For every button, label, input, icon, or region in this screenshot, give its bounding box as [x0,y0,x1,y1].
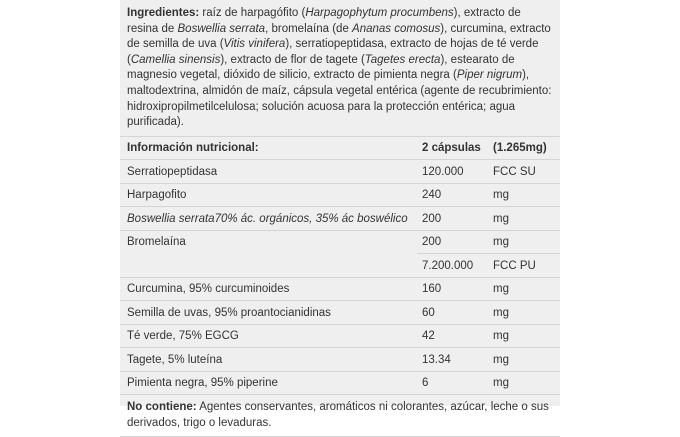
ingredient-scientific-name: Harpagophytum procumbens [305,7,454,19]
not-contains-label: No contiene: [127,401,197,414]
nutrition-row [120,324,560,348]
nutrient-amount: 13.34 [417,348,487,372]
nutrient-unit: mg [487,207,560,231]
nutrient-unit: mg [487,277,560,301]
nutrient-unit: mg [487,348,560,372]
nutrient-amount: 200 [417,230,487,254]
ingredient-text-segment: ), extracto de resina de [127,7,521,35]
nutrient-amount: 200 [417,207,487,231]
nutrition-row [120,230,560,254]
nutrient-name: Semilla de uvas, 95% proantocianidinas [120,301,417,325]
nutrient-unit: FCC PU [487,254,560,278]
nutrient-unit: mg [487,230,560,254]
nutrient-name: Boswellia serrata70% ác. orgánicos, 35% ác boswélico [120,207,417,231]
ingredient-text-segment: , bromelaína (de [265,22,353,35]
ingredients-text [127,7,551,128]
nutrition-header-weight: (1.265mg) [487,137,560,160]
nutrient-name: Curcumina, 95% curcuminoides [120,277,417,301]
ingredient-text-segment: ), extracto de flor de tagete ( [220,53,365,66]
nutrition-row [120,301,560,325]
nutrition-row [120,348,560,372]
nutrient-unit: FCC SU [487,160,560,184]
ingredient-scientific-name: Camellia sinensis [130,53,221,66]
nutrient-name: Serratiopeptidasa [120,160,417,184]
ingredients-section [120,0,560,137]
nutrient-amount: 160 [417,277,487,301]
nutrient-amount: 42 [417,324,487,348]
ingredient-text-segment: ), serratiopeptidasa, extracto de hojas de té verde ( [127,38,539,66]
nutrition-header-label: Información nutricional: [120,137,417,160]
ingredients-label: Ingredientes: [127,7,200,19]
nutrient-unit: mg [487,324,560,348]
not-contains-section [120,395,560,437]
nutrient-amount: 6 [417,371,487,395]
ingredient-text-segment: ), maltodextrina, almidón de maíz, cápsula vegetal entérica (agente de recubrimiento: hidroxipropilmetilcelulosa; solución acuosa para la protección entérica; agua purificada). [127,69,552,129]
nutrient-amount: 240 [417,183,487,207]
nutrition-row [120,277,560,301]
ingredient-scientific-name: Tagetes erecta [364,53,441,66]
nutrition-row [120,207,560,231]
nutrient-amount: 120.000 [417,160,487,184]
nutrition-row [120,160,560,184]
ingredient-text-segment: raíz de harpagófito ( [199,7,306,19]
ingredient-scientific-name: Vitis vinifera [223,38,286,51]
nutrition-row [120,183,560,207]
nutrient-name: Pimienta negra, 95% piperine [120,371,417,395]
ingredient-scientific-name: Piper nigrum [456,69,523,82]
nutrient-unit: mg [487,183,560,207]
ingredient-text-segment: ), estearato de magnesio vegetal, dióxido de silicio, extracto de pimienta negra ( [127,53,515,82]
nutrition-header-serving: 2 cápsulas [417,137,487,160]
nutrient-amount: 60 [417,301,487,325]
nutrition-row [120,371,560,395]
nutrient-name: Tagete, 5% luteína [120,348,417,372]
nutrition-table [120,137,560,396]
not-contains-text: Agentes conservantes, aromáticos ni colorantes, azúcar, leche o sus derivados, trigo o levaduras. [127,401,549,429]
nutrient-amount: 7.200.000 [417,254,487,278]
ingredient-text-segment: ), curcumina, extracto de semilla de uva ( [127,22,551,51]
product-info-panel [120,0,560,429]
nutrition-header-row [120,137,560,160]
ingredient-scientific-name: Boswellia serrata [177,22,266,35]
nutrient-unit: mg [487,371,560,395]
nutrient-name: Harpagofito [120,183,417,207]
nutrient-unit: mg [487,301,560,325]
nutrient-name: Té verde, 75% EGCG [120,324,417,348]
ingredient-scientific-name: Ananas comosus [352,22,441,35]
nutrient-name: Bromelaína [120,230,417,277]
